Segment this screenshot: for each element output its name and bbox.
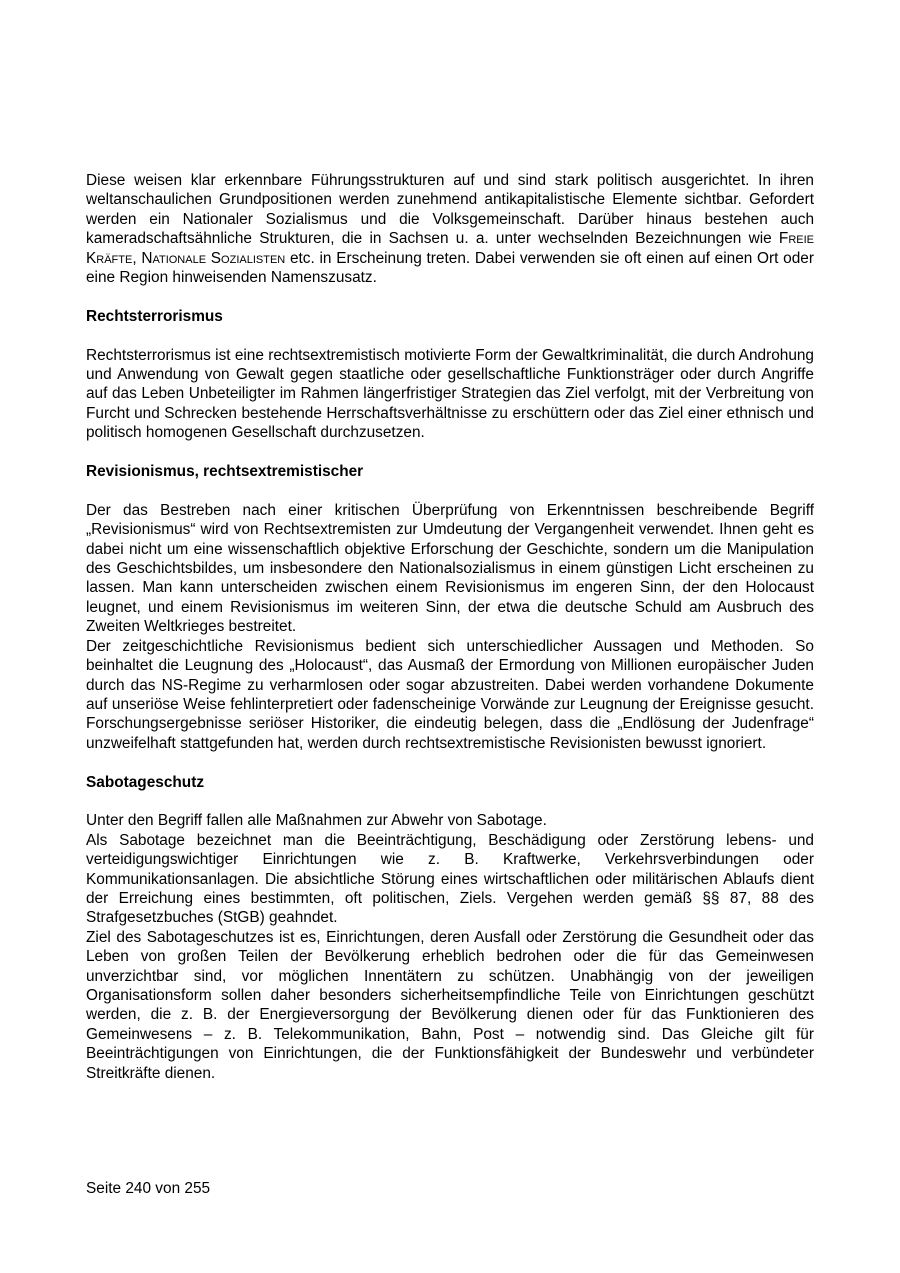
heading-sabotageschutz: Sabotageschutz xyxy=(86,773,205,791)
paragraph-revisionismus-1: Der das Bestreben nach einer kritischen Überprüfung von Erkenntnissen beschreibende Begriff „Revisionismus“ wird von Rechtsextremisten zur Umdeutung der Vergangenheit verwendet. Ihnen geht es dabei nicht um eine wissenschaftlich objektive Erforschung der Geschichte, sondern um die Manipulation des Geschichtsbildes, um insbesondere den Nationalsozialismus in einem günstigen Licht erscheinen zu lassen. Man kann unterscheiden zwischen einem Revisionismus im engeren Sinn, der den Holocaust leugnet, und einem Revisionismus im weiteren Sinn, der etwa die deutsche Schuld am Ausbruch des Zweiten Weltkrieges bestreitet. xyxy=(86,501,814,636)
paragraph-revisionismus-2: Der zeitgeschichtliche Revisionismus bedient sich unterschiedlicher Aussagen und Methoden. So beinhaltet die Leugnung des „Holocaust“, das Ausmaß der Ermordung von Millionen europäischer Juden durch das NS-Regime zu verharmlosen oder sogar abzustreiten. Dabei werden vorhandene Dokumente auf unseriöse Weise fehlinterpretiert oder fadenscheinige Vorwände zur Leugnung der Ereignisse gesucht. Forschungsergebnisse seriöser Historiker, die eindeutig belegen, dass die „Endlösung der Judenfrage“ unzweifelhaft stattgefunden hat, werden durch rechtsextremistische Revisionisten bewusst ignoriert. xyxy=(86,637,814,752)
document-body xyxy=(86,171,814,1083)
heading-rechtsterrorismus: Rechtsterrorismus xyxy=(86,307,223,325)
intro-separator: , xyxy=(132,249,142,267)
heading-revisionismus: Revisionismus, rechtsextremistischer xyxy=(86,463,364,481)
intro-text-2: etc. in Erscheinung treten. Dabei verwenden sie oft einen auf einen Ort oder eine Region hinweisenden Namenszusatz. xyxy=(86,249,814,287)
intro-text-1: Diese weisen klar erkennbare Führungsstrukturen auf und sind stark politisch ausgerichtet. In ihren weltanschaulichen Grundpositionen werden zunehmend antikapitalistische Elemente sichtbar. Gefordert werden ein Nationaler Sozialismus und die Volksgemeinschaft. Darüber hinaus bestehen auch kameradschaftsähnliche Strukturen, die in Sachsen u. a. unter wechselnden Bezeichnungen wie xyxy=(86,172,814,248)
paragraph-sabotageschutz-1: Unter den Begriff fallen alle Maßnahmen zur Abwehr von Sabotage. xyxy=(86,812,547,830)
intro-paragraph xyxy=(86,171,814,287)
page-number: Seite 240 von 255 xyxy=(86,1180,211,1197)
paragraph-rechtsterrorismus: Rechtsterrorismus ist eine rechtsextremistisch motivierte Form der Gewaltkriminalität, die durch Androhung und Anwendung von Gewalt gegen staatliche oder gesellschaftliche Funktionsträger oder durch Angriffe auf das Leben Unbeteiligter im Rahmen längerfristiger Strategien das Ziel verfolgt, mit der Verbreitung von Furcht und Schrecken bestehende Herrschaftsverhältnisse zu erschüttern oder das Ziel einer ethnisch und politisch homogenen Gesellschaft durchzusetzen. xyxy=(86,346,814,442)
paragraph-sabotageschutz-2: Als Sabotage bezeichnet man die Beeinträchtigung, Beschädigung oder Zerstörung lebens- und verteidigungswichtiger Einrichtungen wie z. B. Kraftwerke, Verkehrsverbindungen oder Kommunikationsanlagen. Die absichtliche Störung eines wirtschaftlichen oder militärischen Ablaufs dient der Erreichung eines bestimmten, oft politischen, Ziels. Vergehen werden gemäß §§ 87, 88 des Strafgesetzbuches (StGB) geahndet. xyxy=(86,831,814,927)
group-name-freie-kraefte: Freie Kräfte xyxy=(86,230,814,267)
paragraph-sabotageschutz-3: Ziel des Sabotageschutzes ist es, Einrichtungen, deren Ausfall oder Zerstörung die Gesundheit oder das Leben von großen Teilen der Bevölkerung erheblich bedrohen oder die für das Gemeinwesen unverzichtbar sind, vor möglichen Innentätern zu schützen. Unabhängig von der jeweiligen Organisationsform sollen daher besonders sicherheitsempfindliche Teile von Einrichtungen geschützt werden, die z. B. der Energieversorgung der Bevölkerung dienen oder für das Funktionieren des Gemeinwesens – z. B. Telekommunikation, Bahn, Post – notwendig sind. Das Gleiche gilt für Beeinträchtigungen von Einrichtungen, die der Funktionsfähigkeit der Bundeswehr und verbündeter Streitkräfte dienen. xyxy=(86,928,814,1082)
group-name-nationale-sozialisten: Nationale Sozialisten xyxy=(141,249,286,267)
